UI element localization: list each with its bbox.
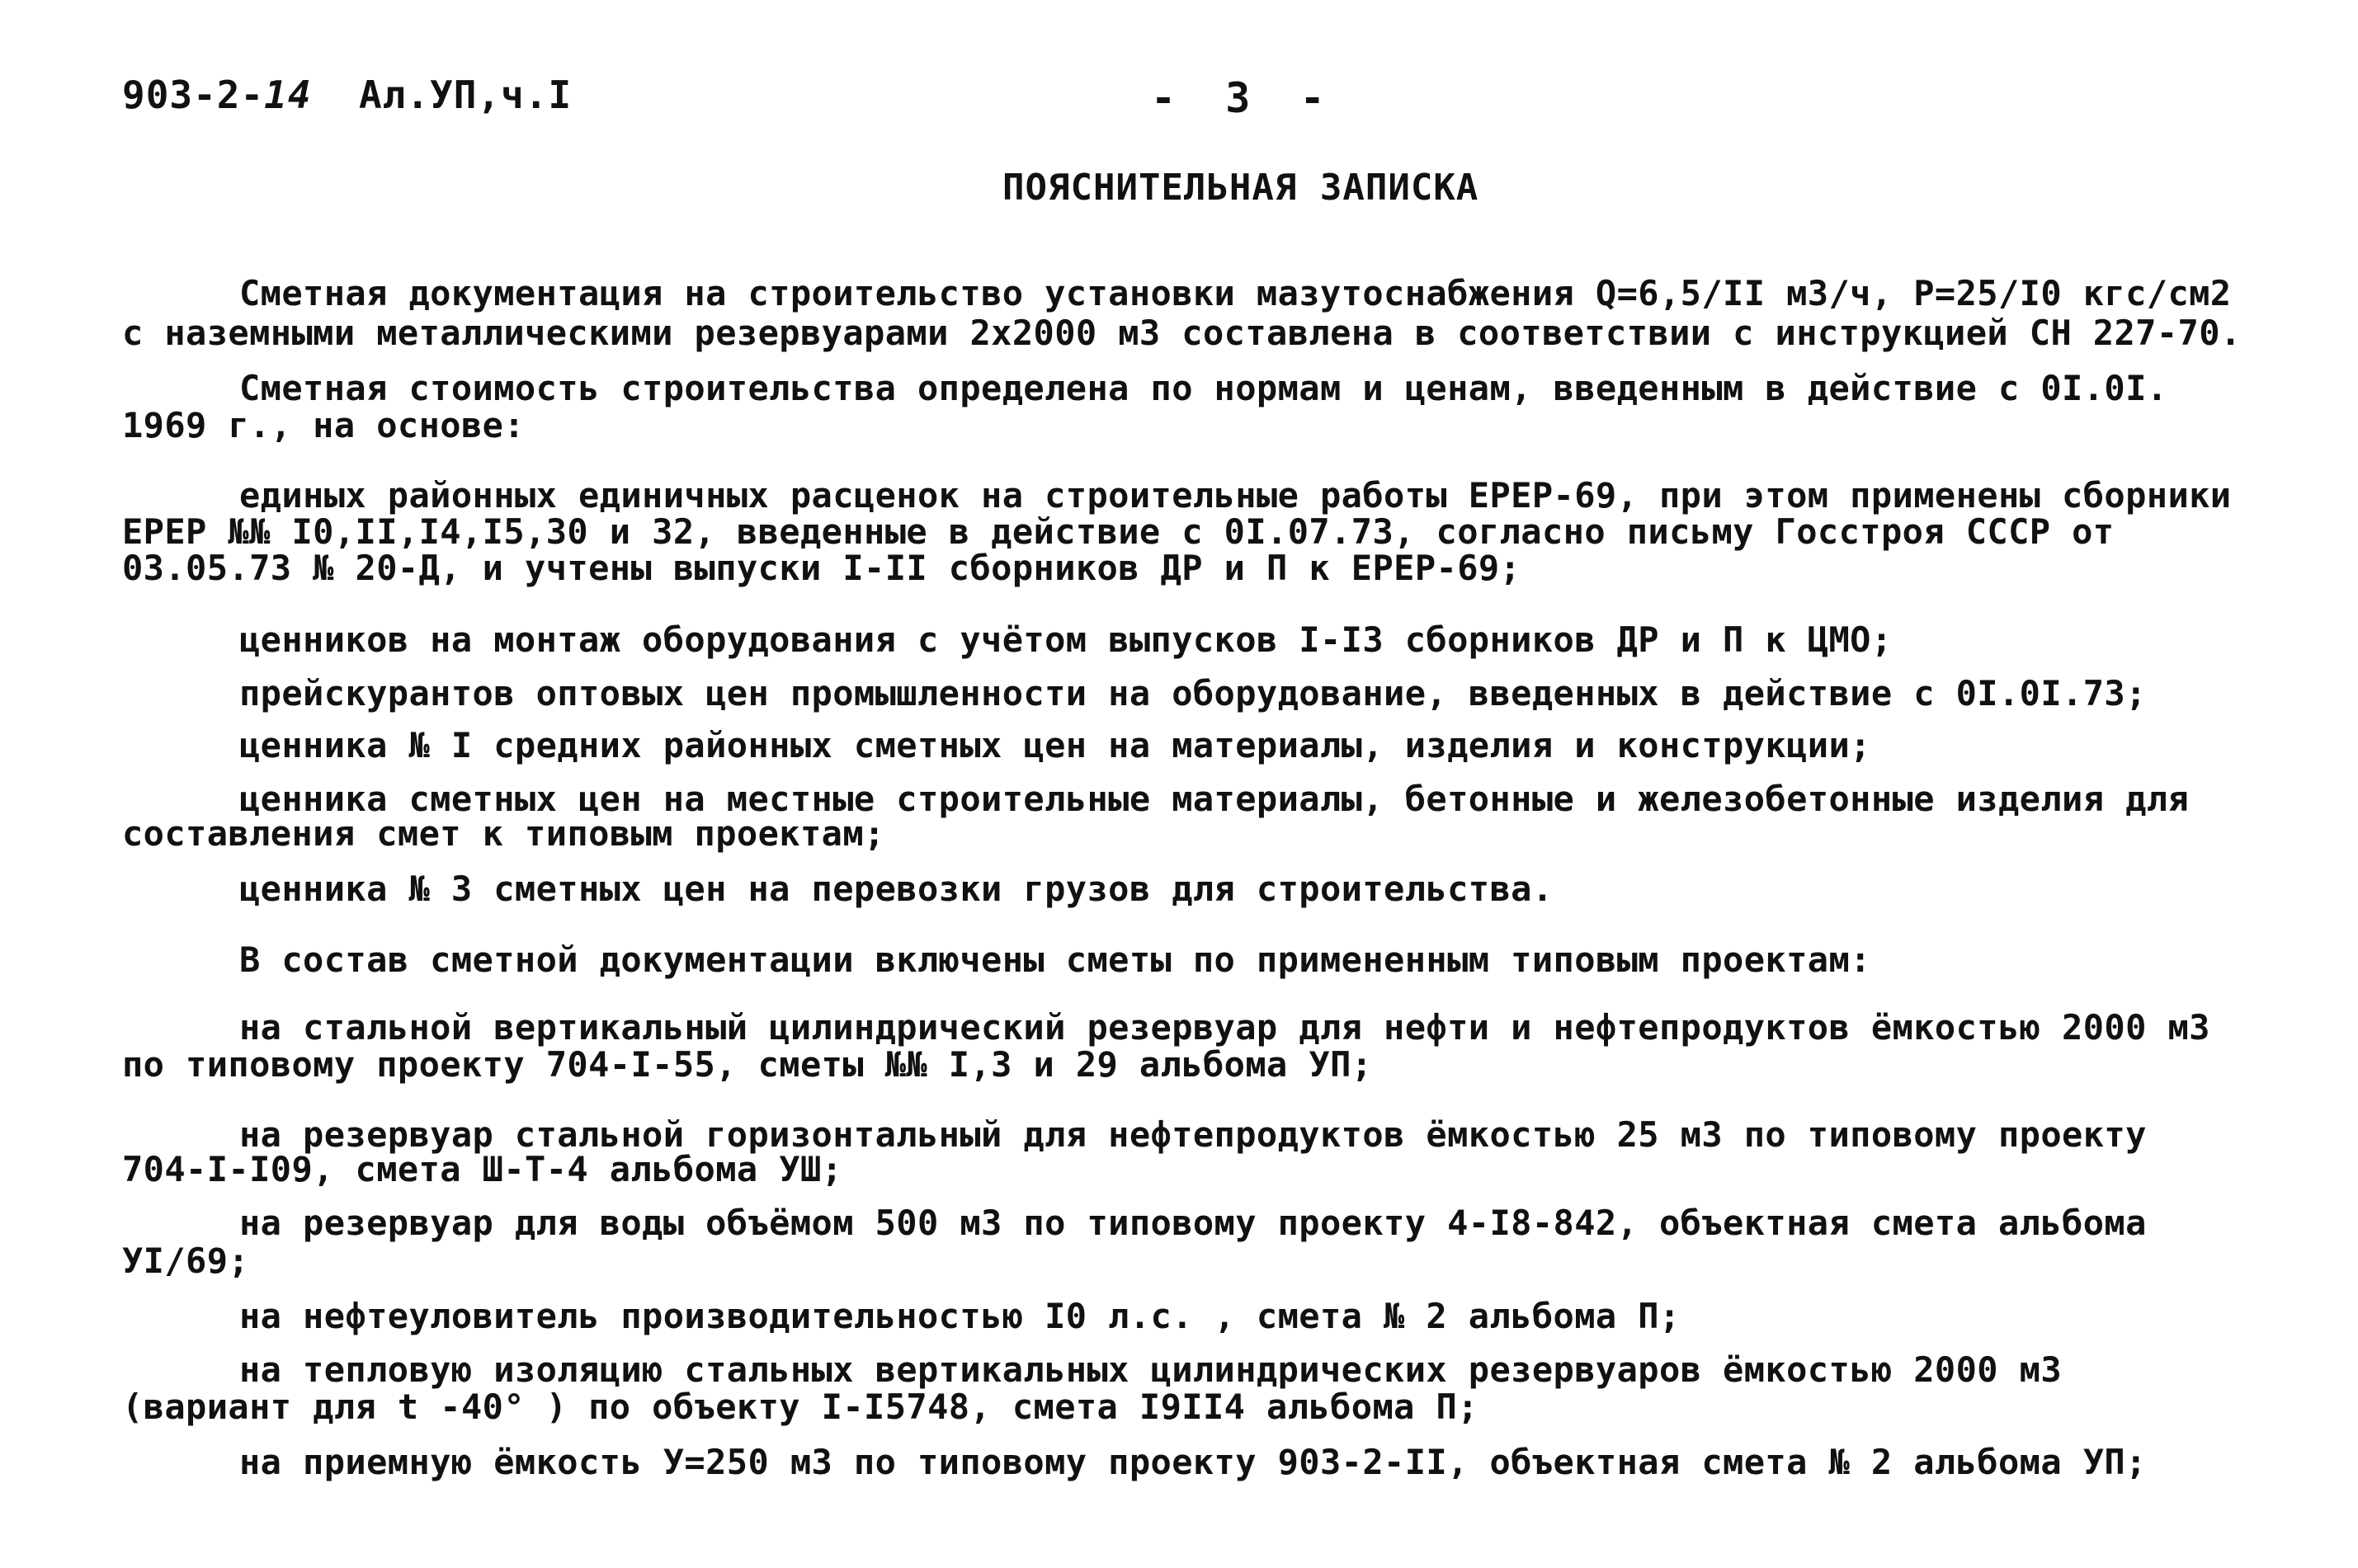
page-number: - 3 - (1151, 74, 1325, 122)
text-line: 1969 г., на основе: (122, 405, 526, 445)
text-line: ценника № 3 сметных цен на перевозки грузов для строительства. (239, 869, 1554, 909)
text-line: (вариант для t -40° ) по объекту I-I5748, смета I9II4 альбома П; (122, 1387, 1478, 1427)
text-line: по типовому проекту 704-I-55, сметы №№ I,3 и 29 альбома УП; (122, 1044, 1373, 1085)
text-line: на приемную ёмкость У=250 м3 по типовому проекту 903-2-II, объектная смета № 2 альбома УП; (239, 1442, 2147, 1482)
text-line: ценника № I средних районных сметных цен на материалы, изделия и конструкции; (239, 725, 1871, 765)
text-line: ЕРЕР №№ I0,II,I4,I5,30 и 32, введенные в действие с 0I.07.73, согласно письму Госстроя СССР от (122, 511, 2115, 552)
text-line: на резервуар стальной горизонтальный для нефтепродуктов ёмкостью 25 м3 по типовому проекту (239, 1114, 2147, 1155)
document-code (122, 73, 572, 117)
text-line: на тепловую изоляцию стальных вертикальных цилиндрических резервуаров ёмкостью 2000 м3 (239, 1349, 2063, 1390)
text-line: 03.05.73 № 20-Д, и учтены выпуски I-II сборников ДР и П к ЕРЕР-69; (122, 548, 1521, 588)
text-line: на резервуар для воды объёмом 500 м3 по типовому проекту 4-I8-842, объектная смета альбома (239, 1203, 2147, 1243)
text-line: 704-I-I09, смета Ш-Т-4 альбома УШ; (122, 1149, 843, 1189)
text-line: ценников на монтаж оборудования с учётом выпусков I-I3 сборников ДР и П к ЦМО; (239, 619, 1893, 660)
text-line: В состав сметной документации включены сметы по примененным типовым проектам: (239, 939, 1871, 980)
text-line: прейскурантов оптовых цен промышленности на оборудование, введенных в действие с 0I.0I.73; (239, 673, 2147, 713)
text-line: с наземными металлическими резервуарами 2х2000 м3 составлена в соответствии с инструкцией СН 227-70. (122, 313, 2242, 353)
text-line: Сметная документация на строительство установки мазутоснабжения Q=6,5/II м3/ч, P=25/I0 кгс/см2 (239, 273, 2232, 313)
text-line: УI/69; (122, 1241, 250, 1281)
text-line: ценника сметных цен на местные строительные материалы, бетонные и железобетонные изделия для (239, 779, 2190, 819)
doc-code-prefix: 903-2- (122, 73, 265, 117)
text-line: на нефтеуловитель производительностью I0 л.с. , смета № 2 альбома П; (239, 1296, 1681, 1336)
album-part: Ал.УП,ч.I (358, 73, 573, 117)
text-line: составления смет к типовым проектам; (122, 813, 885, 854)
text-line: на стальной вертикальный цилиндрический резервуар для нефти и нефтепродуктов ёмкостью 2000 м3 (239, 1007, 2210, 1048)
text-line: единых районных единичных расценок на строительные работы ЕРЕР-69, при этом применены сборники (239, 475, 2232, 516)
doc-code-number: 14 (264, 73, 312, 117)
text-line: Сметная стоимость строительства определена по нормам и ценам, введенным в действие с 0I.0I. (239, 368, 2168, 408)
document-title: ПОЯСНИТЕЛЬНАЯ ЗАПИСКА (1002, 167, 1479, 209)
